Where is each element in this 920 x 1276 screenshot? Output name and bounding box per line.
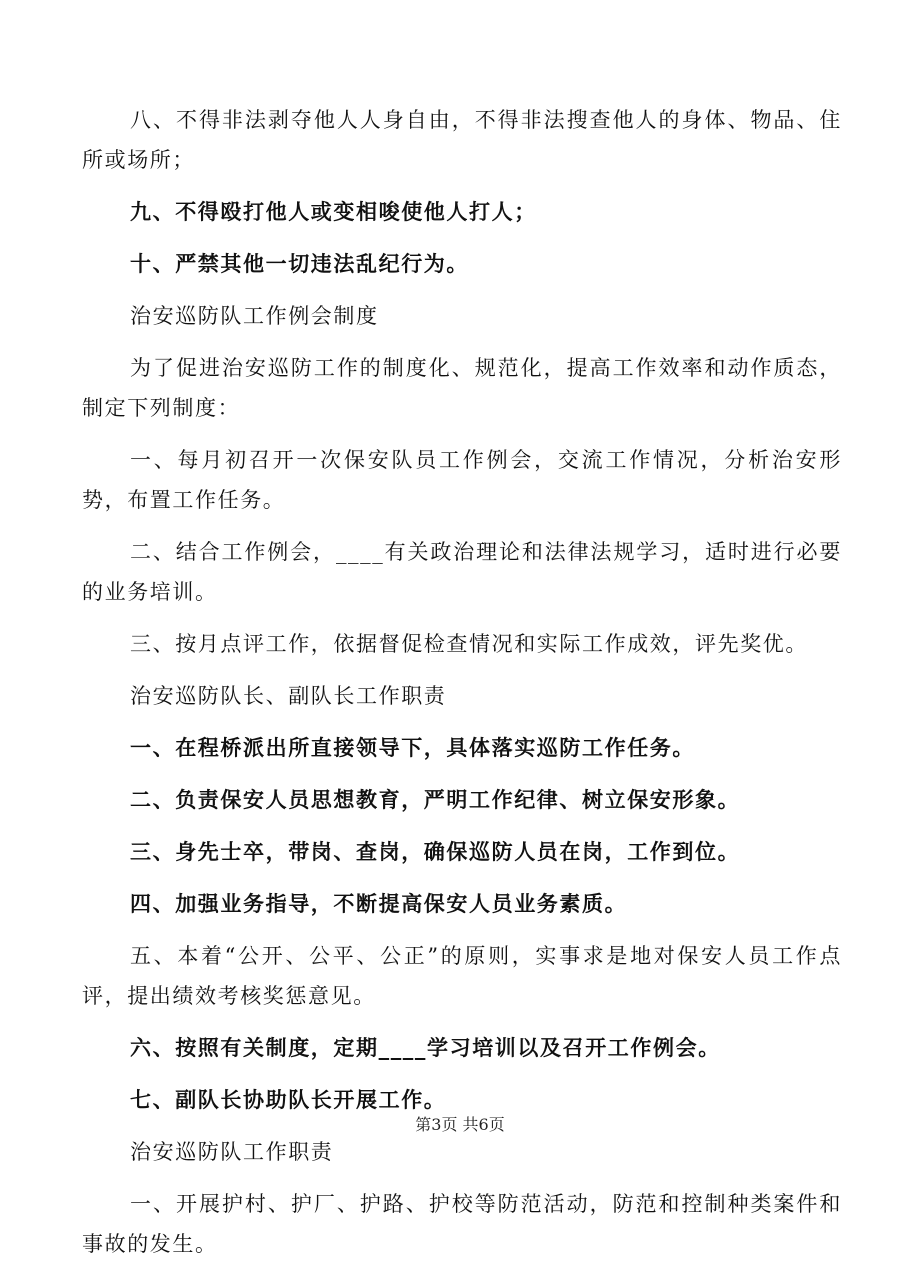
paragraph-18: 一、开展护村、护厂、护路、护校等防范活动，防范和控制种类案件和事故的发生。 (82, 1192, 842, 1256)
page-number-footer: 第3页 共6页 (415, 1115, 505, 1134)
paragraph-3: 十、严禁其他一切违法乱纪行为。 (130, 251, 469, 276)
section-heading-captain-duties: 治安巡防队长、副队长工作职责 (130, 684, 447, 708)
section-heading-meeting-system: 治安巡防队工作例会制度 (130, 304, 379, 328)
paragraph-11: 二、负责保安人员思想教育，严明工作纪律、树立保安形象。 (130, 787, 741, 812)
paragraph-13: 四、加强业务指导，不断提高保安人员业务素质。 (130, 891, 628, 916)
paragraph-1: 八、不得非法剥夺他人人身自由，不得非法搜查他人的身体、物品、住所或场所； (82, 108, 842, 172)
paragraph-15: 六、按照有关制度，定期____学习培训以及召开工作例会。 (130, 1035, 721, 1060)
document-body (82, 100, 842, 1276)
paragraph-14: 五、本着“公开、公平、公正”的原则，实事求是地对保安人员工作点评，提出绩效考核奖惩意见。 (82, 944, 842, 1008)
section-heading-team-duties: 治安巡防队工作职责 (130, 1140, 334, 1164)
paragraph-16: 七、副队长协助队长开展工作。 (130, 1087, 447, 1112)
paragraph-5: 为了促进治安巡防工作的制度化、规范化，提高工作效率和动作质态，制定下列制度： (82, 356, 842, 420)
paragraph-10: 一、在程桥派出所直接领导下，具体落实巡防工作任务。 (130, 735, 695, 760)
paragraph-6: 一、每月初召开一次保安队员工作例会，交流工作情况，分析治安形势，布置工作任务。 (82, 448, 842, 512)
paragraph-2: 九、不得殴打他人或变相唆使他人打人； (130, 199, 537, 224)
paragraph-8: 三、按月点评工作，依据督促检查情况和实际工作成效，评先奖优。 (130, 632, 808, 656)
paragraph-12: 三、身先士卒，带岗、查岗，确保巡防人员在岗，工作到位。 (130, 839, 741, 864)
paragraph-7: 二、结合工作例会，____有关政治理论和法律法规学习，适时进行必要的业务培训。 (82, 540, 842, 604)
